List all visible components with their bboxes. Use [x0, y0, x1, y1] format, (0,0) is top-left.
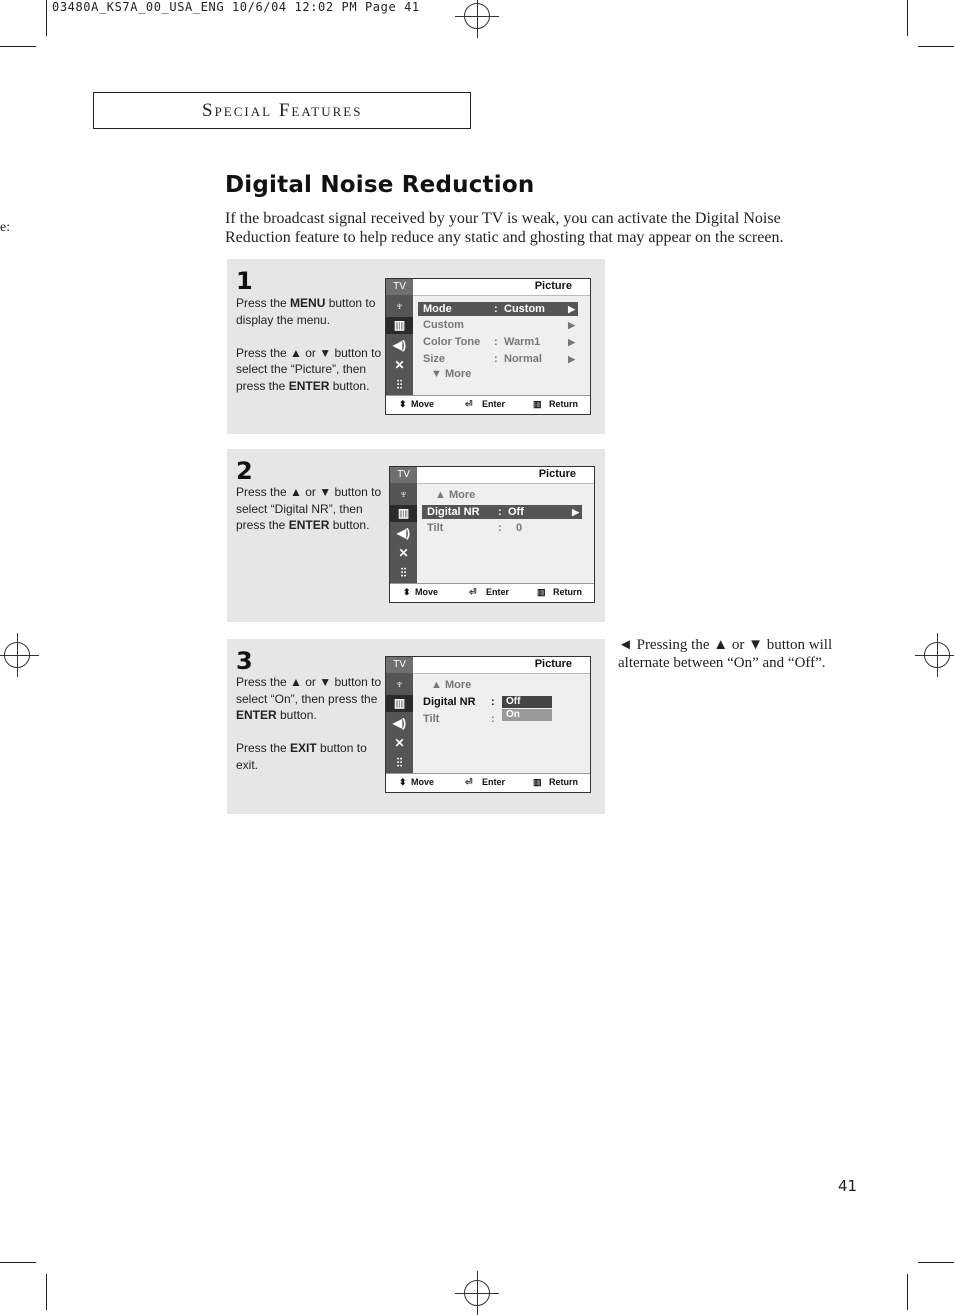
picture-icon: ▥: [390, 505, 417, 522]
osd-row: Tilt : 0: [427, 522, 523, 534]
crop-mark: [907, 1274, 908, 1310]
osd-menu: [389, 466, 595, 603]
step-3: [227, 639, 605, 814]
arrow-right-icon: ▶: [568, 337, 575, 347]
return-icon: ▥: [533, 777, 542, 787]
registration-mark-icon: [4, 642, 30, 668]
move-icon: ⬍: [399, 399, 407, 409]
arrow-right-icon: ▶: [572, 507, 579, 517]
margin-fragment: e:: [0, 220, 11, 235]
option-on: On: [502, 709, 552, 721]
crop-mark: [918, 1262, 954, 1263]
step-instructions: [236, 295, 382, 411]
page-title: Digital Noise Reduction: [225, 172, 535, 198]
crop-mark: [907, 0, 908, 36]
osd-row: Custom ▶: [423, 319, 575, 331]
step-number: 1: [236, 267, 253, 295]
registration-mark-icon: [464, 3, 490, 29]
speaker-icon: ◀): [396, 526, 411, 540]
osd-more: ▲ More: [431, 679, 472, 691]
osd-title: Picture: [534, 280, 572, 292]
osd-menu: [385, 656, 591, 793]
step-2: [227, 449, 605, 622]
step-1: [227, 259, 605, 434]
osd-row: Mode : Custom ▶: [418, 302, 578, 316]
arrow-right-icon: ▶: [568, 354, 575, 364]
setup-sliders-icon: ⫶⫶: [396, 378, 403, 392]
speaker-icon: ◀): [392, 716, 407, 730]
osd-menu: [385, 278, 591, 415]
satellite-icon: ✕: [394, 736, 405, 750]
instruction-paragraph: Press the ▲ or ▼ button to select “On”, then press the ENTER button.: [236, 675, 382, 723]
osd-title: Picture: [534, 658, 572, 670]
instruction-paragraph: Press the EXIT button to exit.: [236, 741, 367, 772]
section-header: [93, 92, 471, 129]
tv-label: TV: [390, 467, 417, 483]
tv-label: TV: [386, 657, 413, 673]
setup-sliders-icon: ⫶⫶: [400, 566, 407, 580]
osd-sidebar: [390, 467, 417, 584]
move-icon: ⬍: [403, 587, 411, 597]
osd-row: Tilt :: [423, 713, 495, 725]
osd-more: ▲ More: [435, 489, 476, 501]
registration-mark-icon: [464, 1280, 490, 1306]
crop-mark: [918, 46, 954, 47]
arrow-right-icon: ▶: [568, 320, 575, 330]
move-icon: ⬍: [399, 777, 407, 787]
instruction-paragraph: Press the MENU button to display the menu.: [236, 296, 376, 327]
instruction-paragraph: Press the ▲ or ▼ button to select “Digital NR”, then press the ENTER button.: [236, 485, 382, 533]
intro-paragraph: If the broadcast signal received by your TV is weak, you can activate the Digital Noise Reduction feature to help reduce any static and ghosting that may appear on the screen.: [225, 210, 784, 246]
picture-icon: ▥: [386, 695, 413, 712]
osd-footer: ⬍ Move ⏎ Enter ▥ Return: [386, 773, 590, 792]
enter-icon: ⏎: [469, 587, 477, 597]
page-number: 41: [838, 1177, 858, 1195]
section-title: Special Features: [202, 100, 363, 121]
setup-sliders-icon: ⫶⫶: [396, 756, 403, 770]
step-instructions: [236, 484, 382, 550]
step-number: 2: [236, 457, 253, 485]
osd-sidebar: [386, 279, 413, 396]
enter-icon: ⏎: [465, 399, 473, 409]
antenna-icon: ♆: [395, 677, 404, 691]
step-instructions: [236, 674, 382, 790]
satellite-icon: ✕: [394, 358, 405, 372]
osd-sidebar: [386, 657, 413, 774]
tv-label: TV: [386, 279, 413, 295]
speaker-icon: ◀): [392, 338, 407, 352]
antenna-icon: ♆: [399, 487, 408, 501]
crop-mark: [0, 46, 36, 47]
osd-row: Color Tone : Warm1 ▶: [423, 336, 575, 348]
antenna-icon: ♆: [395, 299, 404, 313]
osd-title: Picture: [538, 468, 576, 480]
instruction-paragraph: Press the ▲ or ▼ button to select the “Picture”, then press the ENTER button.: [236, 345, 382, 393]
osd-header: [417, 467, 594, 484]
satellite-icon: ✕: [398, 546, 409, 560]
osd-header: [413, 279, 590, 296]
picture-icon: ▥: [386, 317, 413, 334]
osd-footer: ⬍ Move ⏎ Enter ▥ Return: [390, 583, 594, 602]
enter-icon: ⏎: [465, 777, 473, 787]
return-icon: ▥: [533, 399, 542, 409]
arrow-right-icon: ▶: [568, 304, 575, 314]
slug-line: 03480A_KS7A_00_USA_ENG 10/6/04 12:02 PM Page 41: [52, 0, 420, 14]
step-number: 3: [236, 647, 253, 675]
crop-mark: [46, 0, 47, 36]
osd-more: ▼ More: [431, 368, 472, 380]
registration-mark-icon: [924, 642, 950, 668]
osd-row: Digital NR :: [423, 696, 495, 708]
option-off: Off: [502, 696, 552, 708]
side-note: ◄ Pressing the ▲ or ▼ button will alternate between “On” and “Off”.: [618, 637, 833, 671]
crop-mark: [0, 1262, 36, 1263]
osd-row: Size : Normal ▶: [423, 353, 575, 365]
osd-header: [413, 657, 590, 674]
osd-footer: ⬍ Move ⏎ Enter ▥ Return: [386, 395, 590, 414]
osd-row: Digital NR : Off ▶: [422, 505, 582, 519]
crop-mark: [46, 1274, 47, 1310]
return-icon: ▥: [537, 587, 546, 597]
